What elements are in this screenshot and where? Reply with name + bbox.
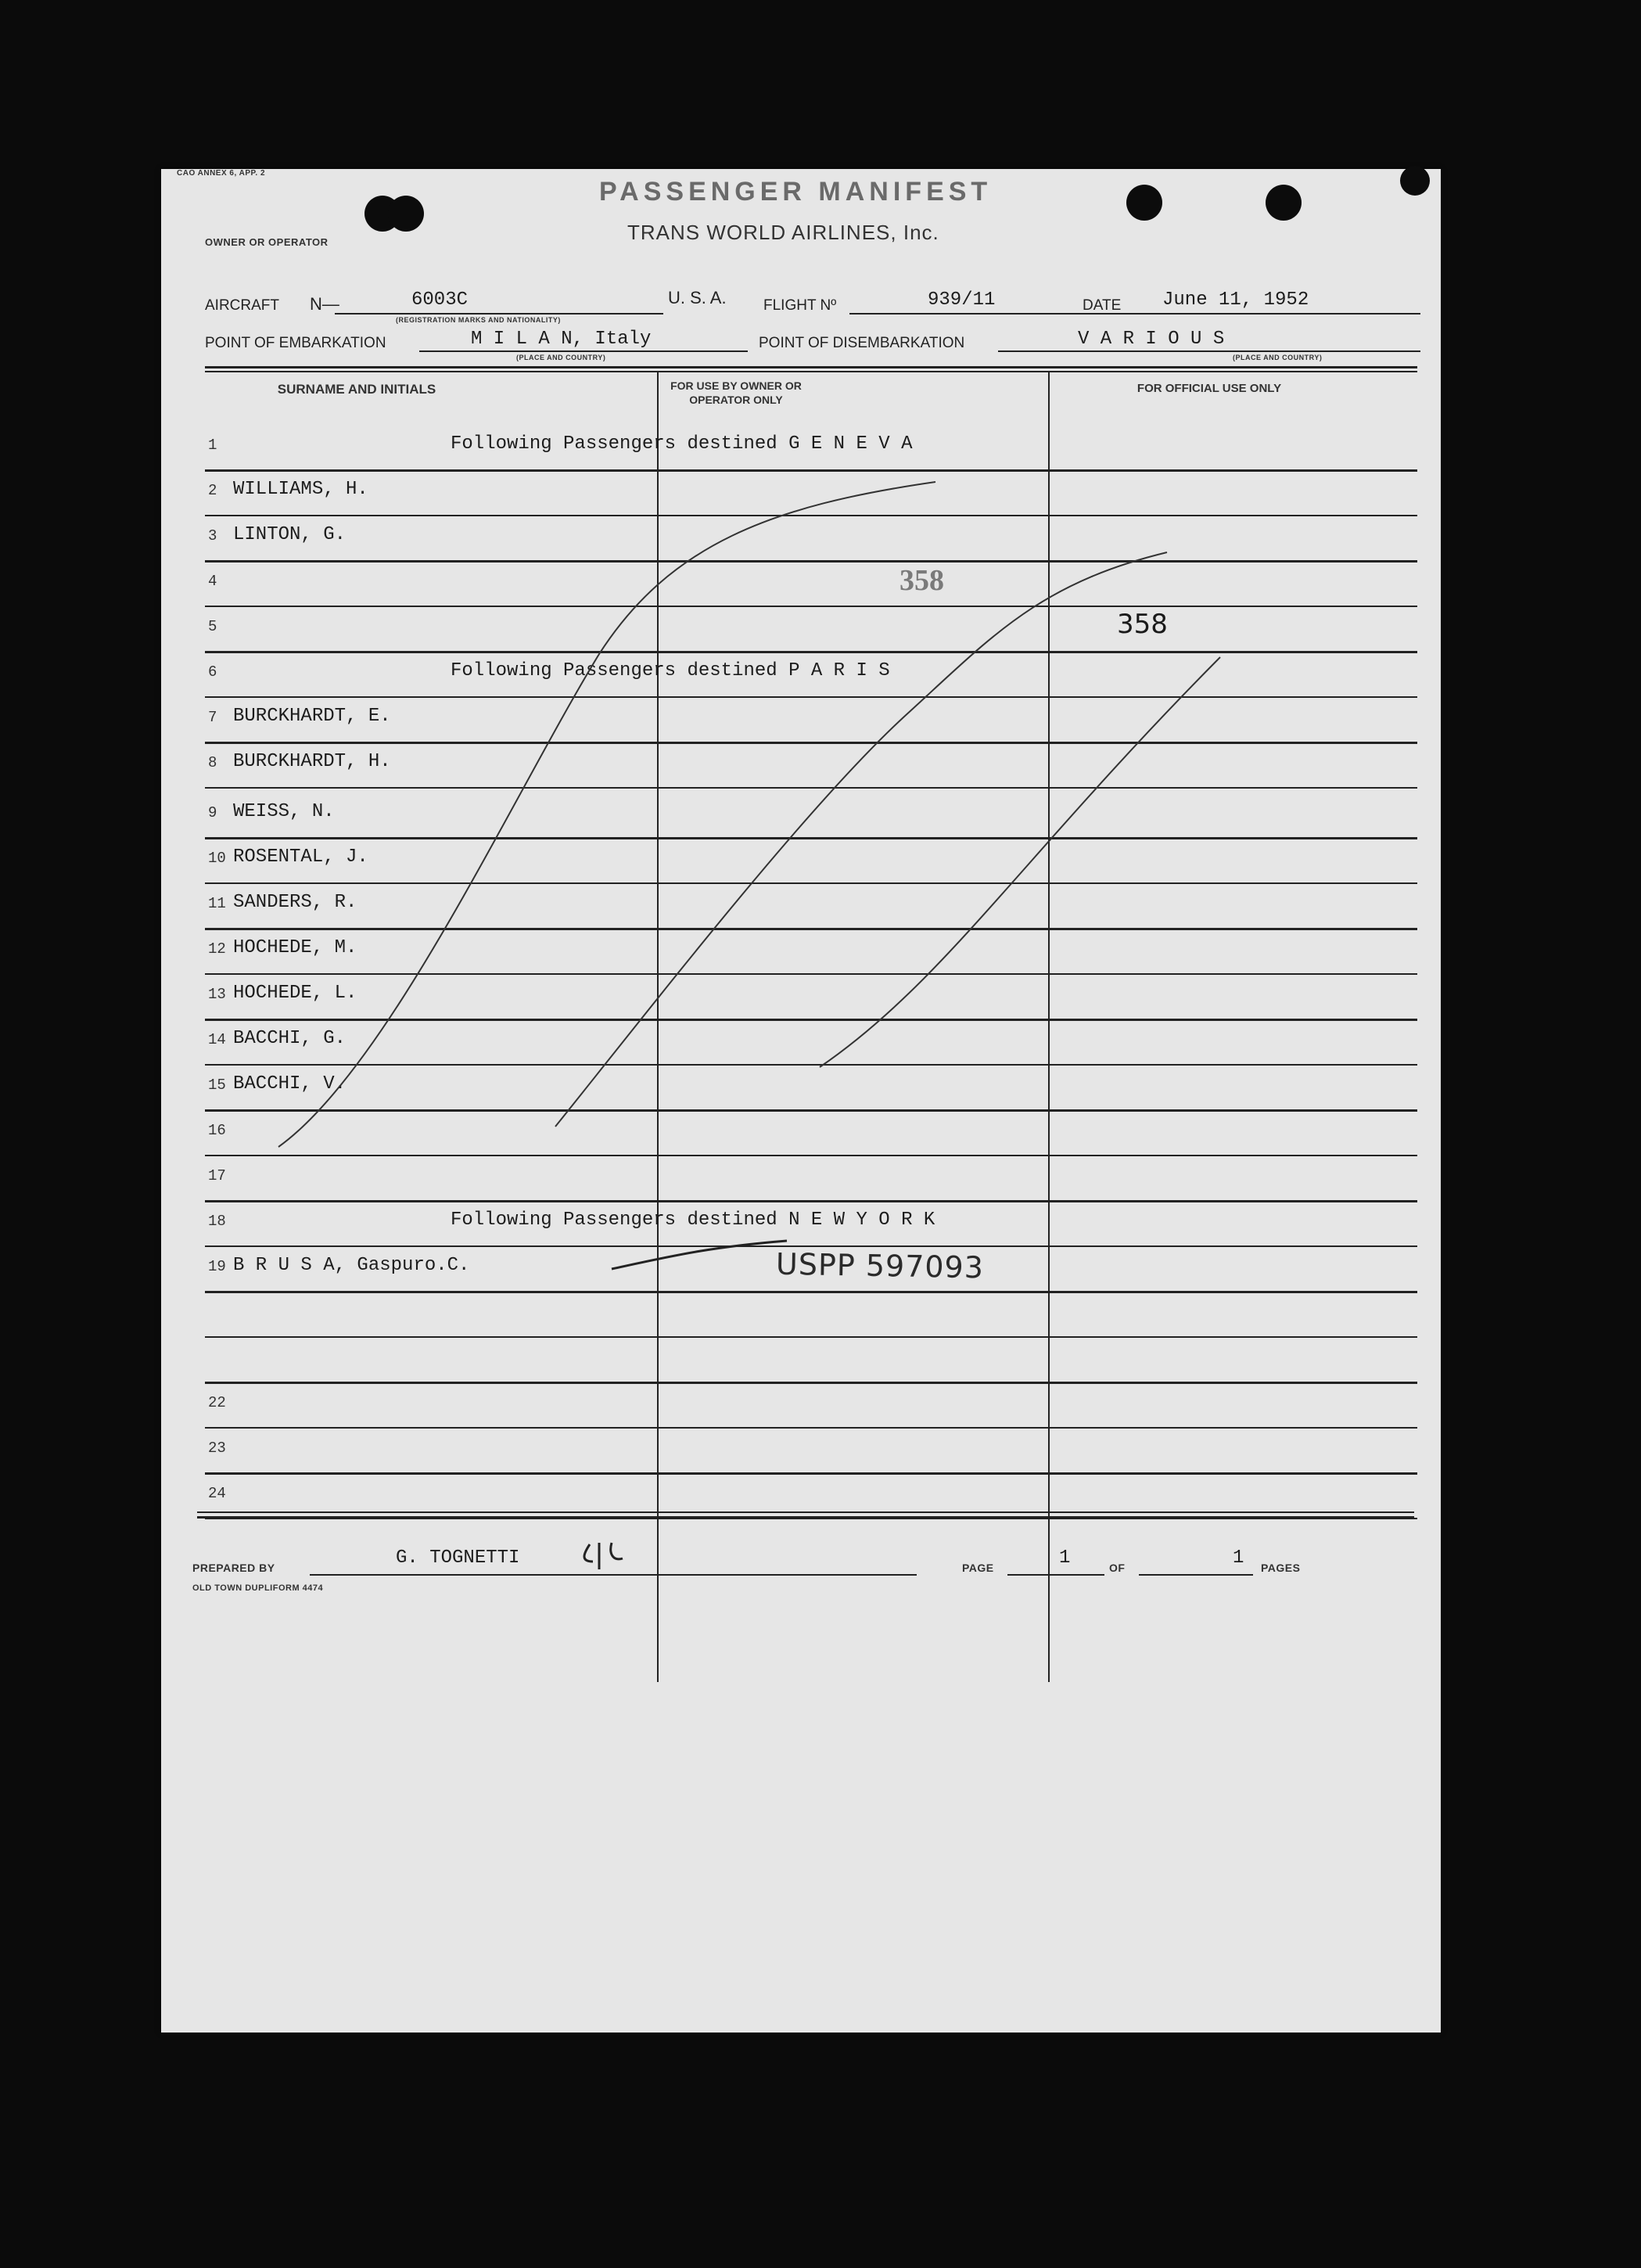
of-label: OF [1109,1562,1126,1574]
pen-stroke-4 [612,1241,787,1269]
row-number: 15 [208,1076,226,1094]
passenger-name: WILLIAMS, H. [233,479,368,500]
row-number: 5 [208,618,217,635]
manifest-sheet [161,169,1441,2033]
destination-heading: Following Passengers destined P A R I S [451,660,890,681]
pen-stroke-3 [820,657,1220,1067]
passenger-name: WEISS, N. [233,801,335,822]
row-number: 16 [208,1122,226,1139]
aircraft-prefix: N— [310,294,339,314]
passenger-name: SANDERS, R. [233,892,357,913]
row-number: 12 [208,940,226,958]
embarkation-value: M I L A N, Italy [471,329,652,350]
row-number: 7 [208,709,217,726]
pen-stroke-1 [278,482,935,1147]
printer-note: OLD TOWN DUPLIFORM 4474 [192,1583,324,1593]
col-header-surname: SURNAME AND INITIALS [277,382,436,397]
official-number: 358 [1117,609,1168,640]
prepared-line [310,1574,917,1576]
row-number: 17 [208,1167,226,1184]
nationality: U. S. A. [668,288,727,307]
passenger-name: LINTON, G. [233,524,347,545]
page-title: PASSENGER MANIFEST [599,177,993,207]
aircraft-label: AIRCRAFT [205,297,279,314]
row-number: 8 [208,754,217,771]
page-line [1007,1574,1104,1576]
row-number: 24 [208,1485,226,1502]
passenger-name: B R U S A, Gaspuro.C. [233,1255,470,1276]
stamp-number: 358 [899,564,944,597]
page-label: PAGE [962,1562,994,1574]
embarkation-note: (PLACE AND COUNTRY) [516,354,606,361]
date-value: June 11, 1952 [1162,289,1309,311]
flight-label: FLIGHT Nº [763,297,837,314]
row-number: 3 [208,527,217,545]
row-number: 10 [208,850,226,867]
of-line [1139,1574,1253,1576]
of-value: 1 [1233,1547,1244,1569]
passenger-name: BACCHI, V. [233,1073,347,1094]
row-number: 19 [208,1258,226,1275]
destination-heading: Following Passengers destined G E N E V A [451,433,913,455]
embarkation-label: POINT OF EMBARKATION [205,335,386,351]
destination-heading: Following Passengers destined N E W Y O R K [451,1209,935,1231]
prepared-label: PREPARED BY [192,1562,275,1574]
flight-value: 939/11 [928,289,996,311]
row-number: 9 [208,804,217,821]
row-number: 13 [208,986,226,1003]
passenger-name: BACCHI, G. [233,1028,347,1049]
row-number: 2 [208,482,217,499]
pen-stroke-2 [555,552,1167,1127]
disembarkation-value: V A R I O U S [1078,329,1225,350]
registration-note: (REGISTRATION MARKS AND NATIONALITY) [396,316,561,324]
row-number: 1 [208,437,217,454]
aircraft-value: 6003C [411,289,469,311]
disembarkation-label: POINT OF DISEMBARKATION [759,335,965,351]
initials-mark [584,1543,623,1569]
disembarkation-note: (PLACE AND COUNTRY) [1233,354,1323,361]
owner-label: OWNER OR OPERATOR [205,236,329,248]
page-value: 1 [1059,1547,1071,1569]
row-number: 22 [208,1394,226,1411]
passenger-name: BURCKHARDT, E. [233,706,391,727]
row-number: 23 [208,1440,226,1457]
airline-name: TRANS WORLD AIRLINES, Inc. [627,221,939,244]
passenger-name: ROSENTAL, J. [233,846,368,868]
col-header-owner-use: FOR USE BY OWNER OR OPERATOR ONLY [670,379,802,406]
col-header-official-use: FOR OFFICIAL USE ONLY [1136,382,1282,395]
row-number: 4 [208,573,217,590]
prepared-value: G. TOGNETTI [396,1547,520,1569]
form-id: CAO ANNEX 6, APP. 2 [177,169,266,178]
date-label: DATE [1083,297,1122,314]
passport-number: USPP 597093 [775,1246,985,1285]
passenger-name: BURCKHARDT, H. [233,751,391,772]
row-number: 14 [208,1031,226,1048]
pen-strokes [161,169,1441,2033]
passenger-name: HOCHEDE, L. [233,983,357,1004]
row-number: 18 [208,1213,226,1230]
row-number: 11 [208,895,226,912]
passenger-name: HOCHEDE, M. [233,937,357,958]
row-number: 6 [208,663,217,681]
pages-label: PAGES [1261,1562,1301,1574]
